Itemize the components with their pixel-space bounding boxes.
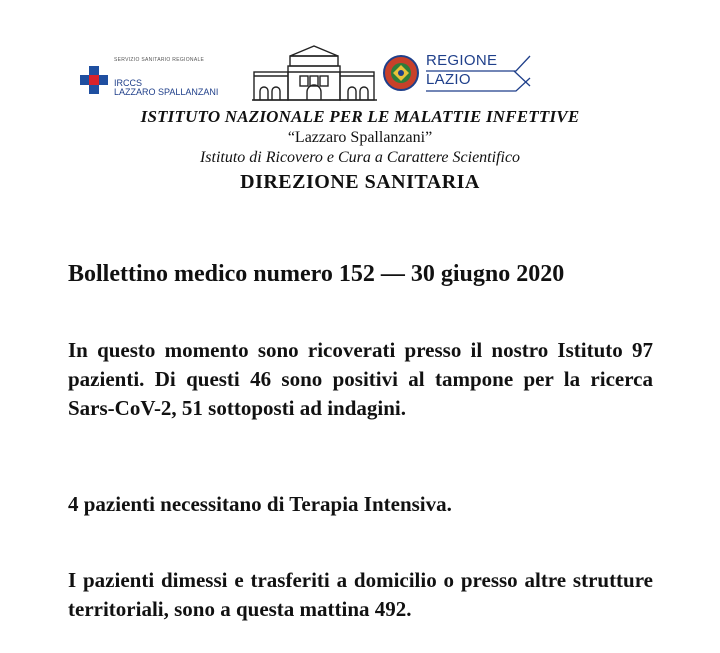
logo-row xyxy=(0,38,720,108)
irccs-line2: LAZZARO SPALLANZANI xyxy=(114,87,219,97)
regione-line1: REGIONE xyxy=(426,52,498,69)
irccs-small-text: SERVIZIO SANITARIO REGIONALE xyxy=(114,57,205,63)
regione-line2: LAZIO xyxy=(426,71,471,88)
institute-title: “Lazzaro Spallanzani” xyxy=(287,129,433,146)
regione-lazio-logo xyxy=(382,52,542,96)
institute-building-icon xyxy=(252,42,377,102)
bulletin-paragraph-discharged: I pazienti dimessi e trasferiti a domicilio o presso altre strutture territoriali, sono a questa mattina 492. xyxy=(68,568,653,621)
regione-emblem-icon xyxy=(382,54,420,92)
letterhead xyxy=(0,106,720,194)
cross-icon xyxy=(80,66,108,94)
irccs-line1: IRCCS xyxy=(114,78,143,88)
bulletin-paragraph-admissions: In questo momento sono ricoverati presso il nostro Istituto 97 pazienti. Di questi 46 sono positivi al tampone per la ricerca Sars-CoV-2, 51 sottoposti ad indagini. xyxy=(68,338,653,420)
department-title: DIREZIONE SANITARIA xyxy=(240,171,480,193)
institute-subtitle: Istituto di Ricovero e Cura a Carattere Scientifico xyxy=(199,149,521,166)
bulletin-title: Bollettino medico numero 152 — 30 giugno 2020 xyxy=(68,261,565,287)
institute-name: ISTITUTO NAZIONALE PER LE MALATTIE INFETTIVE xyxy=(140,107,580,126)
irccs-logo xyxy=(80,56,250,96)
bulletin-paragraph-intensive-care: 4 pazienti necessitano di Terapia Intensiva. xyxy=(68,492,452,516)
